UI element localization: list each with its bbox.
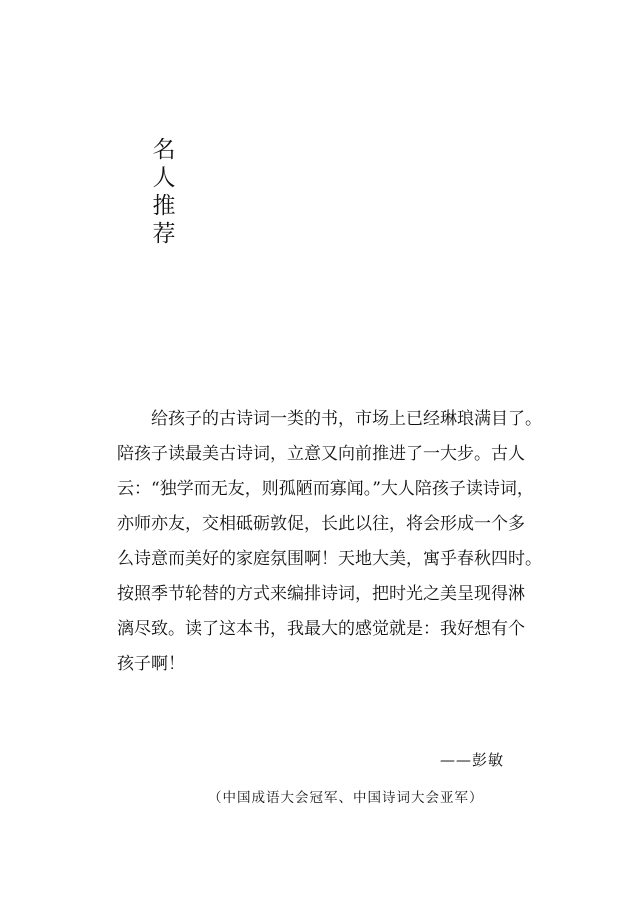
paragraph-line: 云：“独学而无友，则孤陋而寡闻。”大人陪孩子读诗词， — [117, 479, 534, 499]
recommendation-paragraph — [117, 402, 547, 682]
author-signature: ——彭敏 — [440, 751, 505, 769]
page-title — [149, 136, 179, 248]
paragraph-line: 孩子啊！ — [117, 654, 185, 674]
title-char: 名 — [152, 137, 176, 163]
title-char: 推 — [152, 193, 176, 219]
paragraph-line: 漓尽致。读了这本书，我最大的感觉就是：我好想有个 — [117, 619, 525, 639]
title-char: 荐 — [152, 221, 176, 247]
paragraph-line: 么诗意而美好的家庭氛围啊！天地大美，寓乎春秋四时。 — [117, 549, 542, 569]
paragraph-line: 按照季节轮替的方式来编排诗词，把时光之美呈现得淋 — [117, 584, 525, 604]
paragraph-line: 陪孩子读最美古诗词，立意又向前推进了一大步。古人 — [117, 444, 525, 464]
title-char: 人 — [152, 165, 176, 191]
paragraph-line: 亦师亦友，交相砥砺敦促，长此以往，将会形成一个多 — [117, 514, 525, 534]
paragraph-line: 给孩子的古诗词一类的书，市场上已经琳琅满目了。 — [117, 409, 542, 429]
author-affiliation: （中国成语大会冠军、中国诗词大会亚军） — [208, 790, 484, 806]
